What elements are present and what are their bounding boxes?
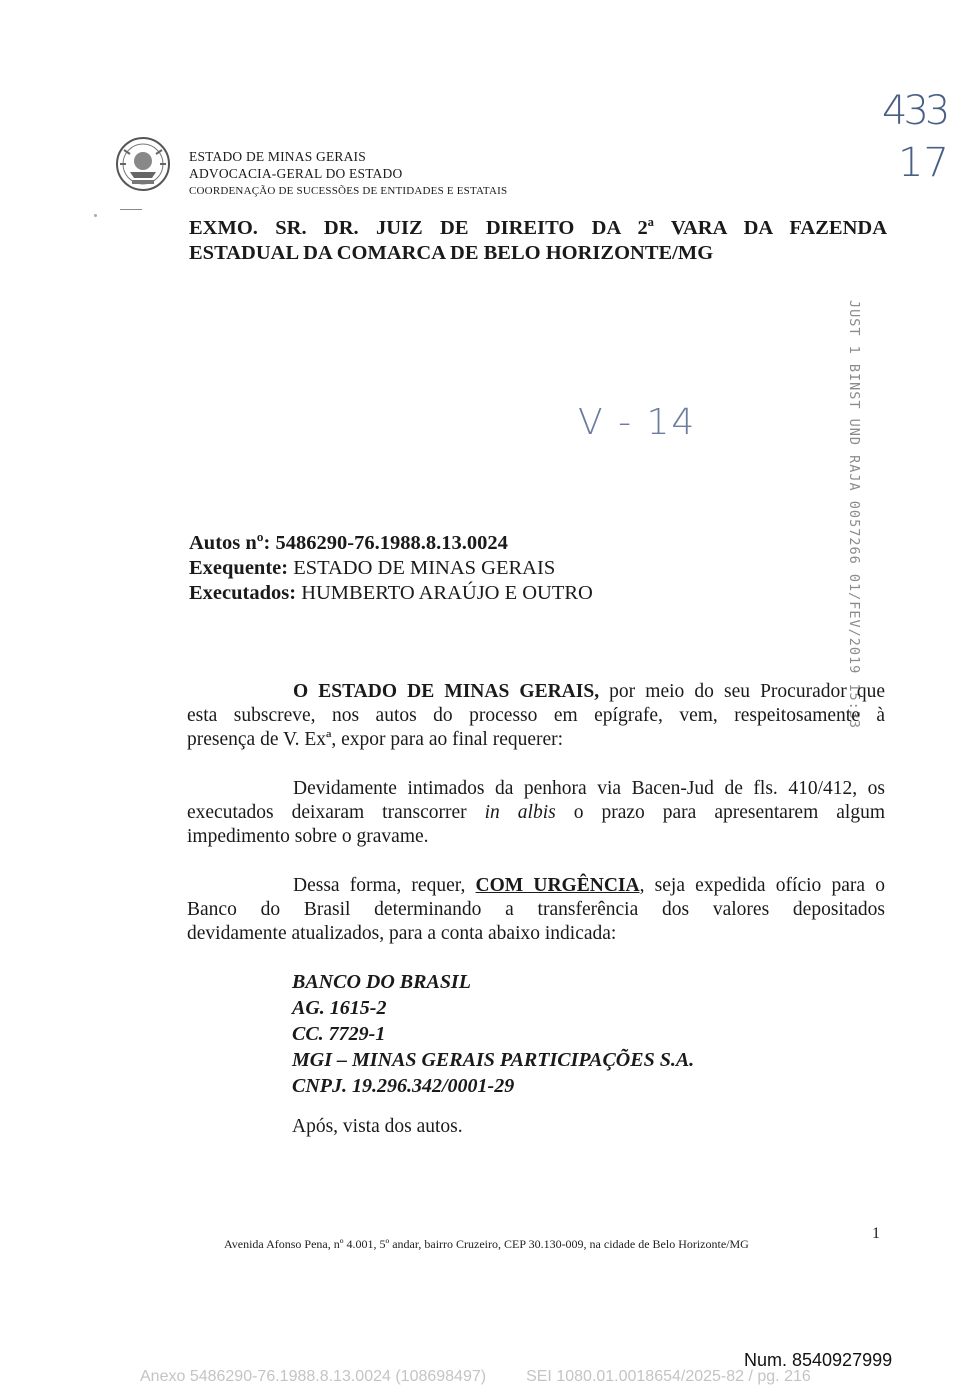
paragraph-line: esta subscreve, nos autos do processo em epígrafe, vem, respeitosamente à (187, 705, 885, 726)
paragraph-line: O ESTADO DE MINAS GERAIS, por meio do seu Procurador que (293, 681, 885, 702)
handwritten-note-top: 17 (898, 140, 949, 186)
watermark-right: SEI 1080.01.0018654/2025-82 / pg. 216 (526, 1368, 811, 1385)
case-info (189, 531, 593, 606)
state-seal-icon (110, 134, 176, 194)
watermark (140, 1368, 811, 1386)
document-number: Num. 8540927999 (744, 1350, 893, 1370)
protocol-stamp (840, 300, 880, 730)
addressee-line: EXMO. SR. DR. JUIZ DE DIREITO DA 2ª VARA DA FAZENDA (189, 217, 887, 239)
addressee (189, 216, 887, 266)
case-number (189, 531, 593, 556)
header-state: ESTADO DE MINAS GERAIS (189, 149, 366, 164)
header-department: COORDENAÇÃO DE SUCESSÕES DE ENTIDADES E ESTATAIS (189, 185, 508, 197)
case-defendants (189, 581, 593, 606)
paragraph-line: executados deixaram transcorrer in albis o prazo para apresentarem algum (187, 802, 885, 823)
paragraph-facts (187, 777, 885, 849)
bank-account: CC. 7729-1 (292, 1023, 386, 1045)
case-plaintiff-value: ESTADO DE MINAS GERAIS (293, 557, 556, 579)
paragraph-intro (187, 680, 885, 752)
scan-mark (94, 214, 97, 217)
footer-address: Avenida Afonso Pena, nº 4.001, 5º andar, bairro Cruzeiro, CEP 30.130-009, na cidade de Belo Horizonte/MG (224, 1237, 749, 1251)
paragraph-request (187, 874, 885, 946)
bank-cnpj: CNPJ. 19.296.342/0001-29 (292, 1075, 515, 1097)
case-plaintiff (189, 556, 593, 581)
header-agency: ADVOCACIA-GERAL DO ESTADO (189, 166, 403, 181)
handwritten-note-mid: V - 14 (578, 402, 697, 443)
paragraph-line: Dessa forma, requer, COM URGÊNCIA, seja expedida ofício para o (293, 875, 885, 896)
party-name: O ESTADO DE MINAS GERAIS, (293, 681, 600, 702)
case-defendants-value: HUMBERTO ARAÚJO E OUTRO (301, 582, 593, 604)
paragraph-line: devidamente atualizados, para a conta abaixo indicada: (187, 923, 617, 944)
addressee-line: ESTADUAL DA COMARCA DE BELO HORIZONTE/MG (189, 242, 714, 264)
paragraph-line: impedimento sobre o gravame. (187, 826, 429, 847)
paragraph-line: presença de V. Exª, expor para ao final requerer: (187, 729, 564, 750)
watermark-left: Anexo 5486290-76.1988.8.13.0024 (108698497) (140, 1368, 487, 1385)
case-number-label: Autos nº: (189, 532, 271, 554)
urgency-emphasis: COM URGÊNCIA (475, 875, 640, 896)
page-number: 1 (872, 1225, 880, 1242)
protocol-stamp-text: JUST 1 BINST UND RAJA 0057266 01/FEV/2019 15:33 (846, 300, 862, 730)
bank-holder: MGI – MINAS GERAIS PARTICIPAÇÕES S.A. (292, 1049, 695, 1071)
case-defendants-label: Executados: (189, 582, 297, 604)
handwritten-page-number: 433 (882, 88, 947, 134)
bank-agency: AG. 1615-2 (292, 997, 387, 1019)
case-plaintiff-label: Exequente: (189, 557, 289, 579)
case-number-value: 5486290-76.1988.8.13.0024 (275, 532, 508, 554)
paragraph-line: Banco do Brasil determinando a transferência dos valores depositados (187, 899, 885, 920)
bank-details (292, 969, 694, 1099)
paragraph-line: Devidamente intimados da penhora via Bacen-Jud de fls. 410/412, os (293, 778, 885, 799)
scan-mark (120, 209, 142, 210)
closing-text: Após, vista dos autos. (292, 1116, 463, 1137)
bank-name: BANCO DO BRASIL (292, 971, 471, 993)
